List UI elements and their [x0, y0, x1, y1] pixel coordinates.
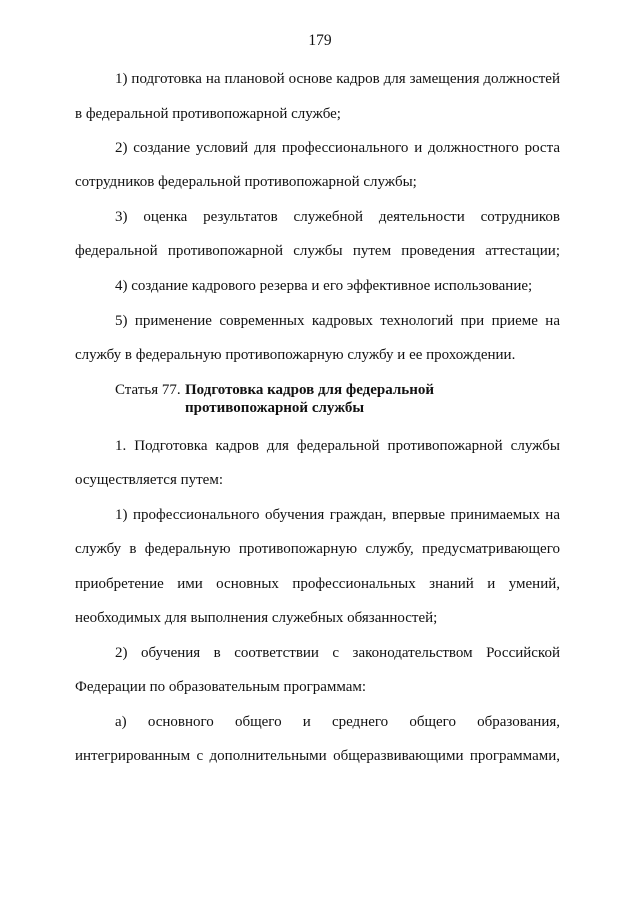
paragraph-line: а) основного общего и среднего общего образования,: [115, 714, 560, 730]
paragraph-line: осуществляется путем:: [75, 472, 224, 488]
paragraph-line: необходимых для выполнения служебных обязанностей;: [75, 610, 438, 626]
paragraph-line: 2) обучения в соответствии с законодательством Российской: [115, 645, 560, 661]
paragraph-line: 1) профессионального обучения граждан, впервые принимаемых на: [115, 507, 560, 523]
page-number: 179: [308, 32, 332, 49]
paragraph-line: в федеральной противопожарной службе;: [75, 106, 341, 122]
paragraph-line: федеральной противопожарной службы путем проведения аттестации;: [75, 243, 560, 259]
paragraph-line: 5) применение современных кадровых технологий при приеме на: [115, 313, 560, 329]
paragraph-line: службу в федеральную противопожарную службу, предусматривающего: [75, 541, 560, 557]
article-title-line2: противопожарной службы: [185, 400, 365, 416]
paragraph-line: 3) оценка результатов служебной деятельности сотрудников: [115, 209, 560, 225]
article-label: Статья 77.: [115, 382, 181, 398]
paragraph-line: 1. Подготовка кадров для федеральной противопожарной службы: [115, 438, 560, 454]
article-title-line1: Подготовка кадров для федеральной: [185, 382, 435, 398]
article-heading: [115, 381, 560, 417]
paragraph-line: интегрированным с дополнительными общеразвивающими программами,: [75, 748, 560, 764]
paragraph-line: службу в федеральную противопожарную службу и ее прохождении.: [75, 347, 516, 363]
paragraph-line: сотрудников федеральной противопожарной службы;: [75, 174, 417, 190]
paragraph-line: Федерации по образовательным программам:: [75, 679, 367, 695]
paragraph-line: 4) создание кадрового резерва и его эффективное использование;: [115, 278, 533, 294]
paragraph-line: приобретение ими основных профессиональных знаний и умений,: [75, 576, 560, 592]
paragraph-line: 2) создание условий для профессионального и должностного роста: [115, 140, 560, 156]
paragraph-line: 1) подготовка на плановой основе кадров для замещения должностей: [115, 71, 560, 87]
